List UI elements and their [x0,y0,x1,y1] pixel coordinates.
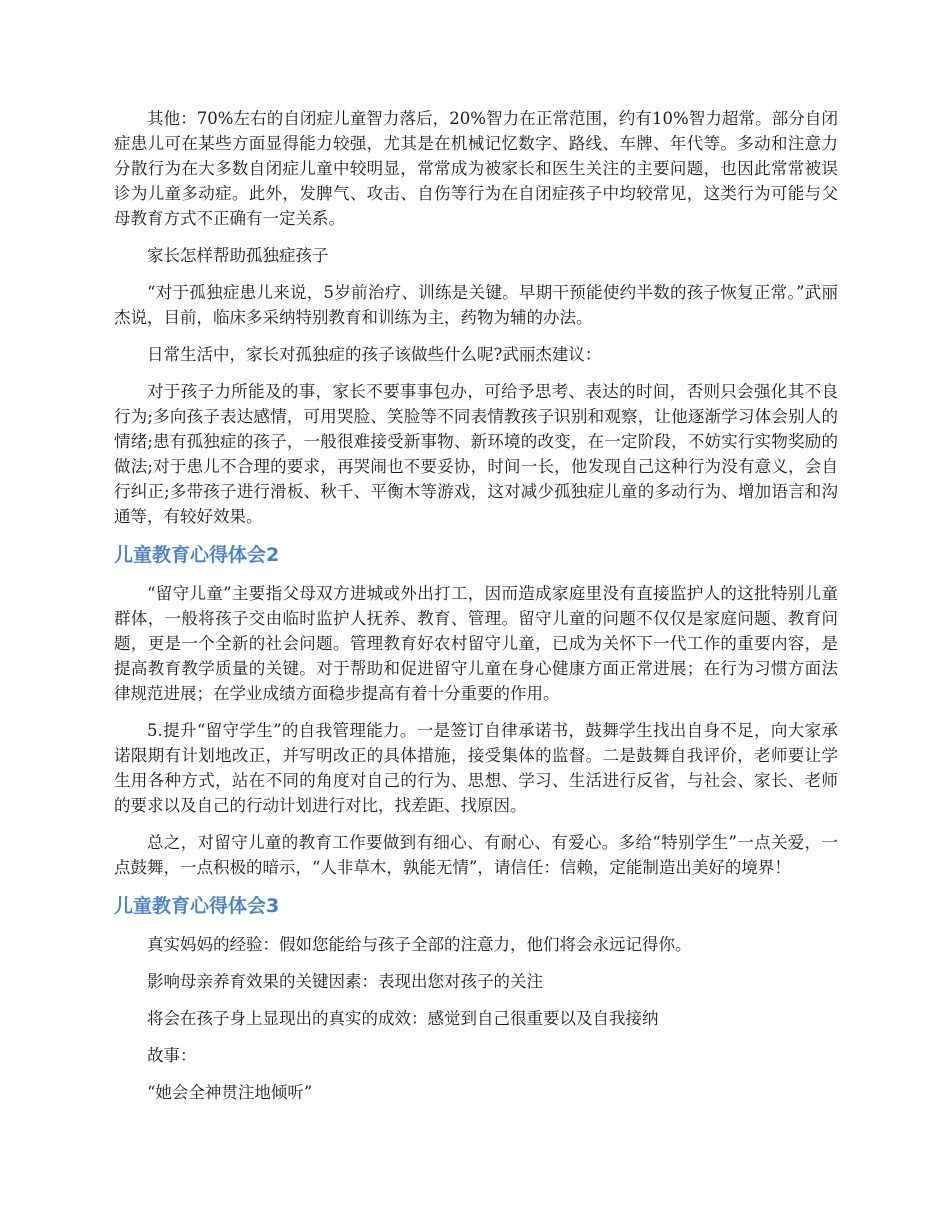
paragraph: “对于孤独症患儿来说，5岁前治疗、训练是关键。早期干预能使约半数的孩子恢复正常。”武丽杰说，目前，临床多采纳特别教育和训练为主，药物为辅的办法。 [114,283,838,327]
paragraph: “她会全神贯注地倾听” [147,1083,313,1102]
paragraph: 5.提升“留守学生”的自我管理能力。一是签订自律承诺书，鼓舞学生找出自身不足，向大家承诺限期有计划地改正，并写明改正的具体措施，接受集体的监督。二是鼓舞自我评价，老师要让学生用各种方式，站在不同的角度对自己的行为、思想、学习、生活进行反省，与社会、家长、老师的要求以及自己的行动计划进行对比，找差距、找原因。 [114,721,838,815]
document-page [114,106,838,1117]
paragraph: 总之，对留守儿童的教育工作要做到有细心、有耐心、有爱心。多给“特别学生”一点关爱，一点鼓舞，一点积极的暗示，“人非草木，孰能无情”，请信任：信赖，定能制造出美好的境界！ [114,833,838,877]
paragraph: 家长怎样帮助孤独症孩子 [147,246,329,265]
paragraph: 日常生活中，家长对孤独症的孩子该做些什么呢?武丽杰建议： [147,345,602,364]
paragraph: 对于孩子力所能及的事，家长不要事事包办，可给予思考、表达的时间，否则只会强化其不良行为;多向孩子表达感情，可用哭脸、笑脸等不同表情教孩子识别和观察，让他逐渐学习体会别人的情绪;患有孤独症的孩子，一般很难接受新事物、新环境的改变，在一定阶段，不妨实行实物奖励的做法;对于患儿不合理的要求，再哭闹也不要妥协，时间一长，他发现自己这种行为没有意义，会自行纠正;多带孩子进行滑板、秋千、平衡木等游戏，这对减少孤独症儿童的多动行为、增加语言和沟通等，有较好效果。 [114,382,838,526]
paragraph: 真实妈妈的经验：假如您能给与孩子全部的注意力，他们将会永远记得你。 [147,935,692,954]
paragraph: “留守儿童”主要指父母双方进城或外出打工，因而造成家庭里没有直接监护人的这批特别儿童群体，一般将孩子交由临时监护人抚养、教育、管理。留守儿童的问题不仅仅是家庭问题、教育问题，更是一个全新的社会问题。管理教育好农村留守儿童，已成为关怀下一代工作的重要内容，是提高教育教学质量的关键。对于帮助和促进留守儿童在身心健康方面正常进展；在行为习惯方面法律规范进展；在学业成绩方面稳步提高有着十分重要的作用。 [114,584,838,703]
section-1 [114,106,838,529]
paragraph: 故事： [147,1046,197,1065]
section-heading: 儿童教育心得体会2 [114,544,280,566]
paragraph: 影响母亲养育效果的关键因素：表现出您对孩子的关注 [147,972,543,991]
section-3 [114,892,838,1105]
section-heading: 儿童教育心得体会3 [114,895,280,917]
section-2 [114,541,838,880]
paragraph: 其他：70%左右的自闭症儿童智力落后，20%智力在正常范围，约有10%智力超常。部分自闭症患儿可在某些方面显得能力较强，尤其是在机械记忆数字、路线、车牌、年代等。多动和注意力分散行为在大多数自闭症儿童中较明显，常常成为被家长和医生关注的主要问题，也因此常常被误诊为儿童多动症。此外，发脾气、攻击、自伤等行为在自闭症孩子中均较常见，这类行为可能与父母教育方式不正确有一定关系。 [114,109,838,228]
paragraph: 将会在孩子身上显现出的真实的成效：感觉到自己很重要以及自我接纳 [147,1009,659,1028]
